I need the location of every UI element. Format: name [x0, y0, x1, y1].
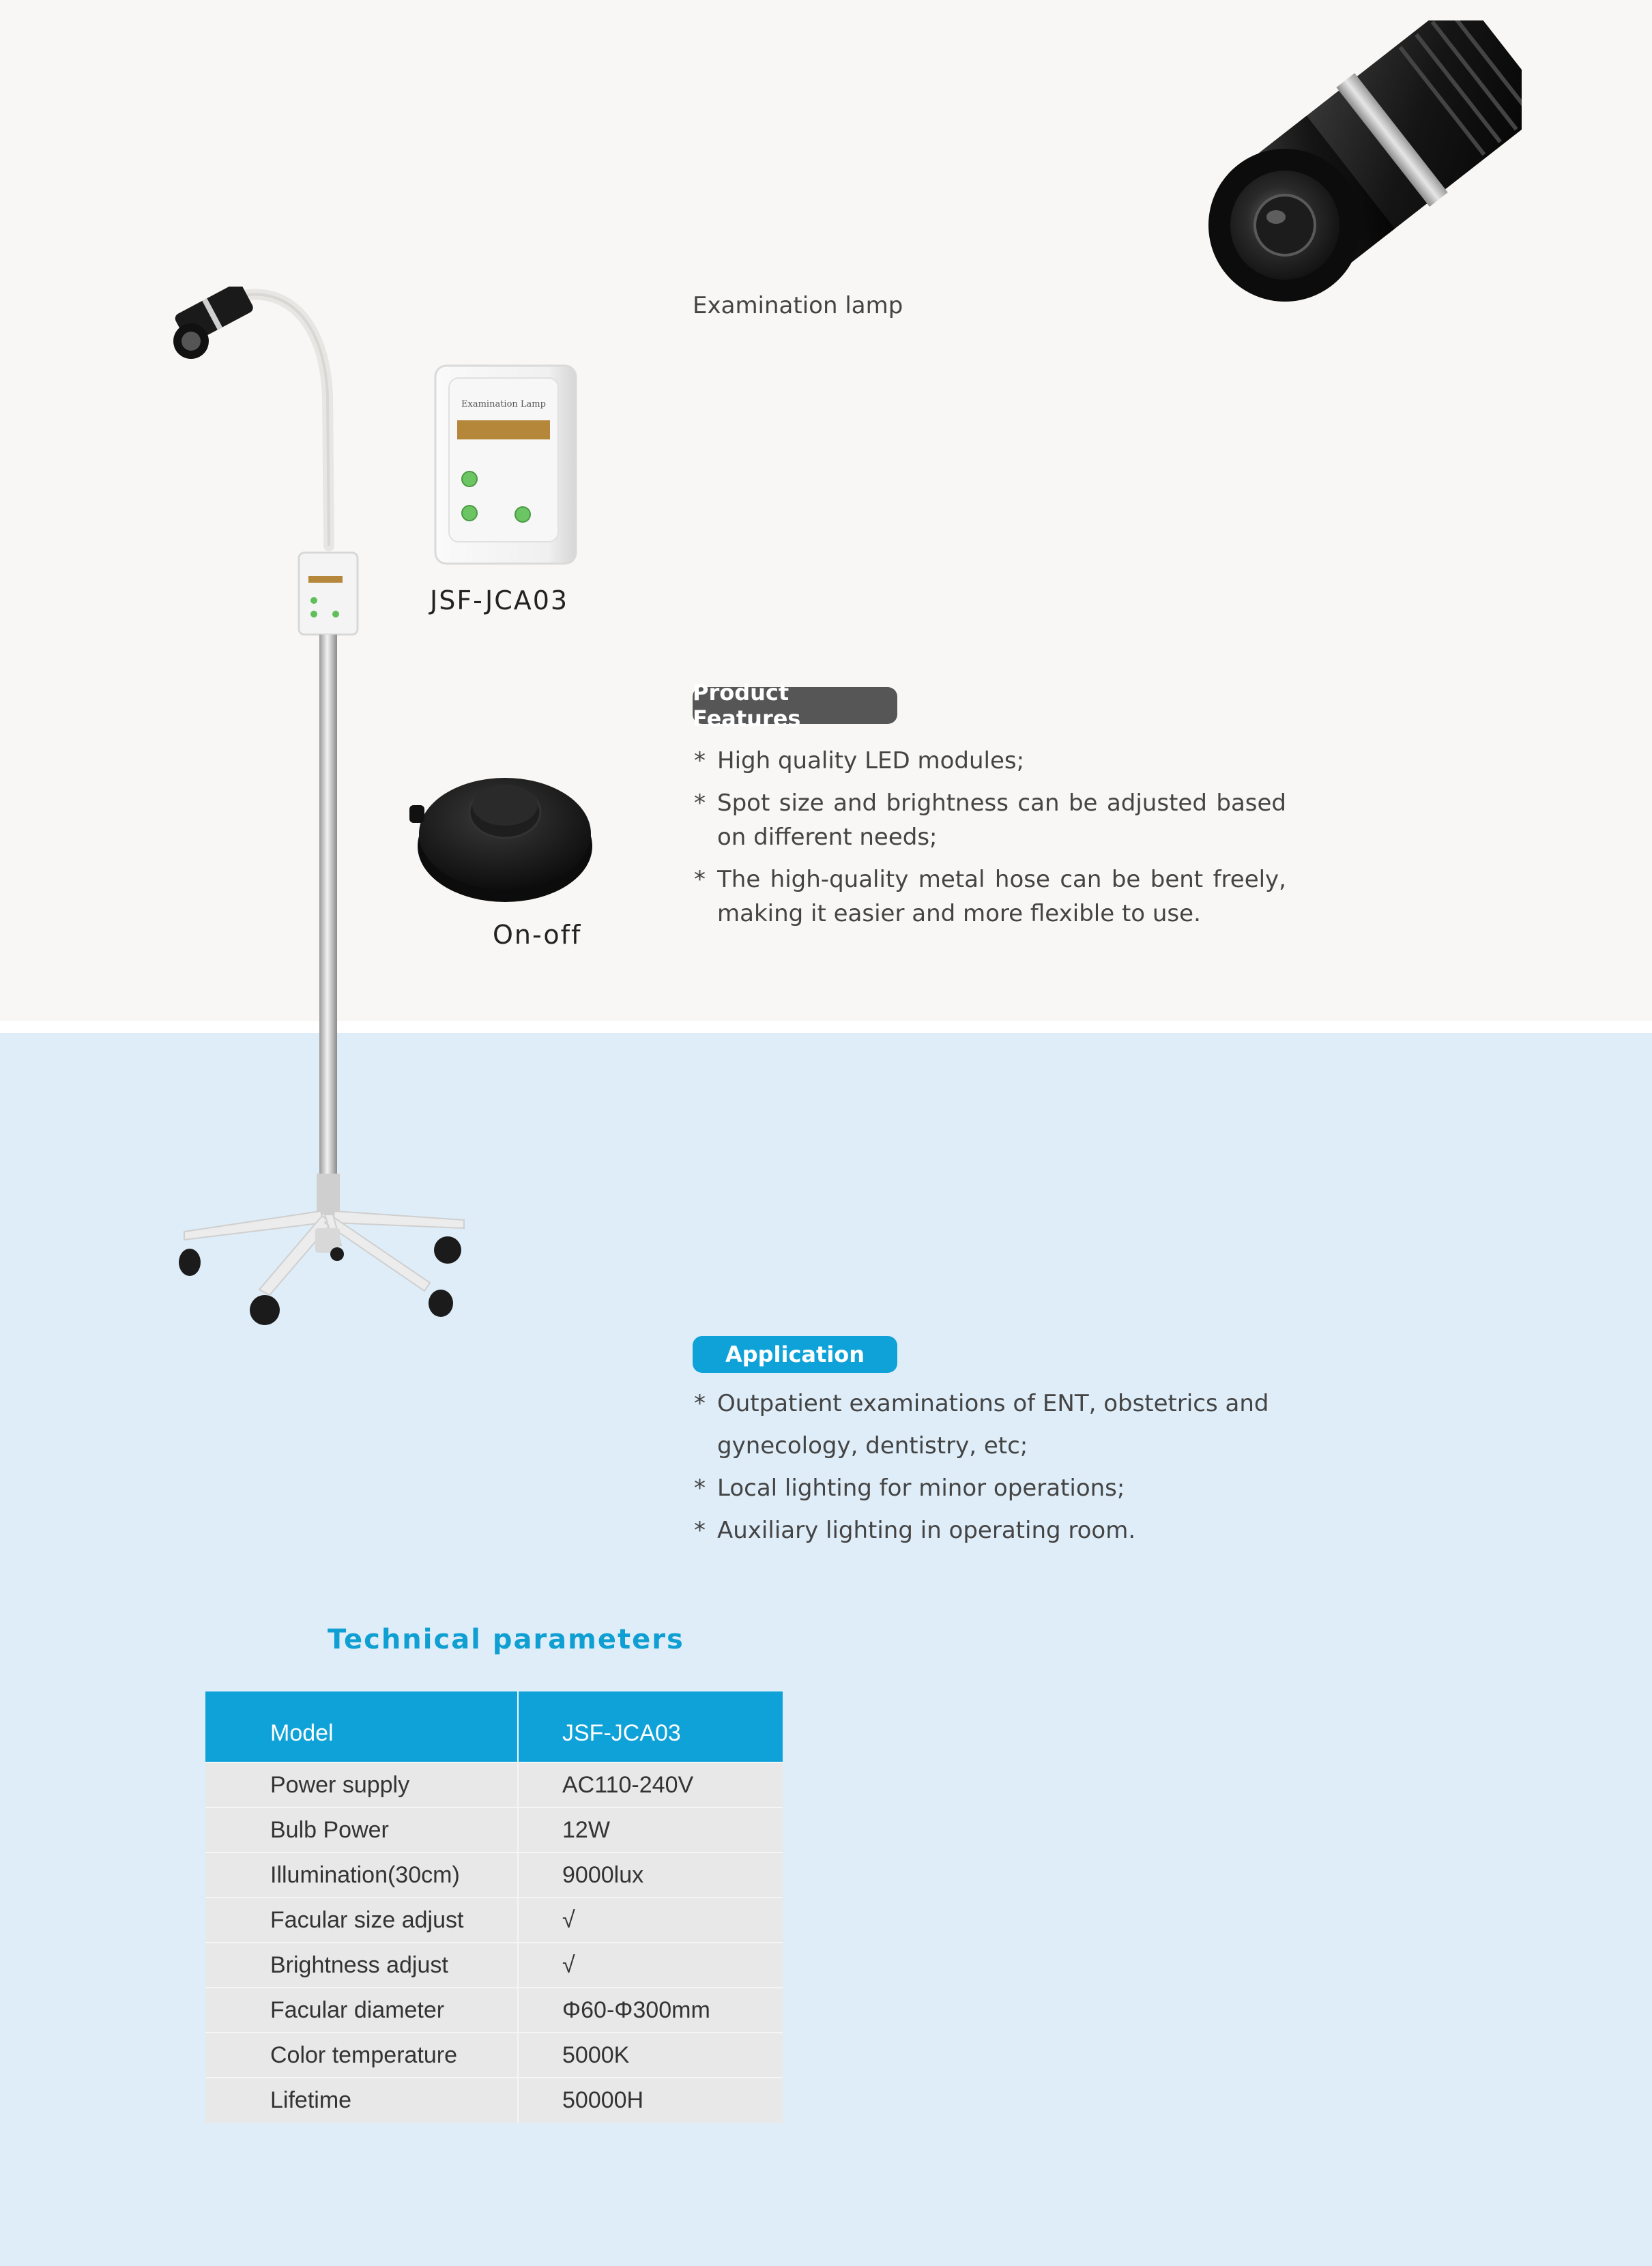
param-value: Φ60-Φ300mm	[518, 1988, 783, 2033]
param-value: 9000lux	[518, 1853, 783, 1898]
table-row	[205, 1853, 783, 1898]
param-label: Facular size adjust	[205, 1898, 518, 1943]
table-row	[205, 1762, 783, 1807]
param-value: AC110-240V	[518, 1762, 783, 1807]
technical-parameters-table	[205, 1691, 783, 2123]
table-row	[205, 1988, 783, 2033]
application-item: * Outpatient examinations of ENT, obstetrics and gynecology, dentistry, etc;	[693, 1382, 1293, 1467]
features-list	[693, 744, 1286, 939]
param-label: Lifetime	[205, 2078, 518, 2123]
application-list	[693, 1382, 1293, 1552]
feature-item: * Spot size and brightness can be adjusted based on different needs;	[693, 786, 1286, 854]
param-label: Illumination(30cm)	[205, 1853, 518, 1898]
param-value: 5000K	[518, 2033, 783, 2078]
param-label: Color temperature	[205, 2033, 518, 2078]
feature-item: * High quality LED modules;	[693, 744, 1286, 778]
param-value: √	[518, 1943, 783, 1988]
table-row	[205, 2078, 783, 2123]
feature-item: * The high-quality metal hose can be bent freely, making it easier and more flexible to use.	[693, 862, 1286, 931]
application-item: * Auxiliary lighting in operating room.	[693, 1509, 1293, 1552]
control-box-label: Examination Lamp	[461, 399, 546, 409]
lamp-head-closeup-image	[1160, 20, 1522, 321]
product-name: Examination lamp	[693, 292, 903, 319]
param-label: Brightness adjust	[205, 1943, 518, 1988]
application-item: * Local lighting for minor operations;	[693, 1467, 1293, 1509]
table-row	[205, 1807, 783, 1853]
control-box-image	[430, 362, 587, 566]
header-value-cell: JSF-JCA03	[518, 1691, 783, 1762]
param-value: √	[518, 1898, 783, 1943]
technical-parameters-title: Technical parameters	[328, 1624, 684, 1655]
on-off-caption: On-off	[493, 920, 582, 950]
table-row	[205, 1943, 783, 1988]
application-badge: Application	[693, 1336, 897, 1373]
table-row	[205, 2033, 783, 2078]
param-label: Bulb Power	[205, 1807, 518, 1853]
model-caption: JSF-JCA03	[430, 585, 569, 615]
param-label: Power supply	[205, 1762, 518, 1807]
param-value: 50000H	[518, 2078, 783, 2123]
table-header-row	[205, 1691, 783, 1762]
product-features-badge: Product Features	[693, 687, 897, 724]
foot-switch-image	[409, 751, 600, 907]
table-row	[205, 1898, 783, 1943]
header-label-cell: Model	[205, 1691, 518, 1762]
param-label: Facular diameter	[205, 1988, 518, 2033]
param-value: 12W	[518, 1807, 783, 1853]
